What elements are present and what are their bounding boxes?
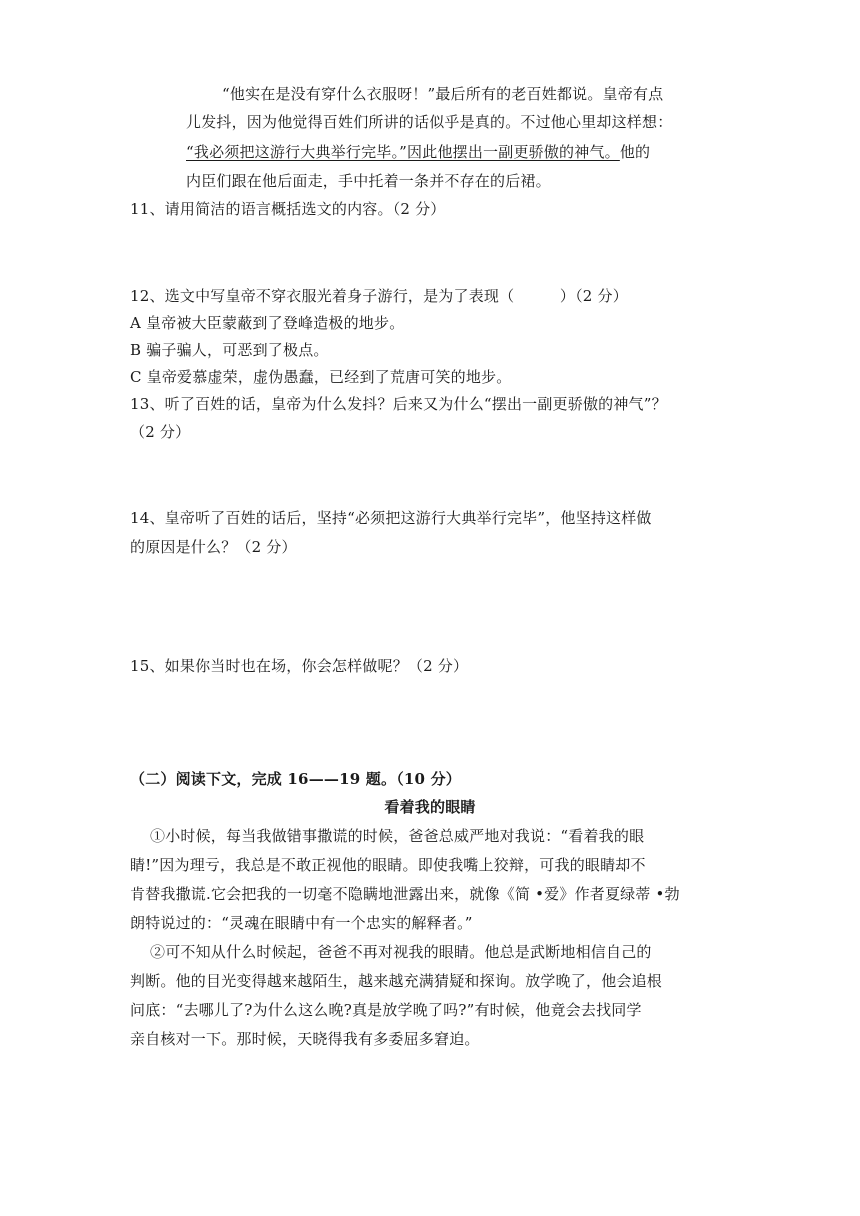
article-p1-line-2: 睛!”因为理亏，我总是不敢正视他的眼睛。即使我嘴上狡辩，可我的眼睛却不 <box>130 856 646 874</box>
section-2-heading: （二）阅读下文，完成 16——19 题。（10 分） <box>130 770 461 788</box>
question-11: 11、请用简洁的语言概括选文的内容。（2 分） <box>130 200 446 218</box>
article-p2-line-1: ②可不知从什么时候起，爸爸不再对视我的眼睛。他总是武断地相信自己的 <box>150 943 652 961</box>
question-12-option-a: A 皇帝被大臣蒙蔽到了登峰造极的地步。 <box>130 314 405 332</box>
question-12-stem: 12、选文中写皇帝不穿衣服光着身子游行，是为了表现（ ）（2 分） <box>130 287 628 305</box>
excerpt-line-2: 儿发抖，因为他觉得百姓们所讲的话似乎是真的。不过他心里却这样想： <box>186 113 673 131</box>
question-15: 15、如果你当时也在场，你会怎样做呢？（2 分） <box>130 657 469 675</box>
article-p1-line-4: 朗特说过的：“灵魂在眼睛中有一个忠实的解释者。” <box>130 914 473 932</box>
article-p2-line-2: 判断。他的目光变得越来越陌生，越来越充满猜疑和探询。放学晚了，他会追根 <box>130 972 663 990</box>
question-12-option-c: C 皇帝爱慕虚荣，虚伪愚蠢，已经到了荒唐可笑的地步。 <box>130 368 512 386</box>
excerpt-line-4: 内臣们跟在他后面走，手中托着一条并不存在的后裙。 <box>186 172 551 190</box>
question-13-line-2: （2 分） <box>130 423 191 441</box>
question-14-line-2: 的原因是什么？（2 分） <box>130 538 297 556</box>
excerpt-line-1: “他实在是没有穿什么衣服呀！”最后所有的老百姓都说。皇帝有点 <box>222 85 664 103</box>
excerpt-line-3-rest: 他的 <box>619 143 651 161</box>
excerpt-underlined-sentence: “我必须把这游行大典举行完毕。”因此他摆出一副更骄傲的神气。 <box>186 143 620 161</box>
article-p2-line-4: 亲自核对一下。那时候，天晓得我有多委屈多窘迫。 <box>130 1030 480 1048</box>
question-12-option-b: B 骗子骗人，可恶到了极点。 <box>130 341 329 359</box>
article-title: 看着我的眼睛 <box>384 798 476 816</box>
question-13-line-1: 13、听了百姓的话，皇帝为什么发抖？后来又为什么“摆出一副更骄傲的神气”？ <box>130 395 667 413</box>
question-14-line-1: 14、皇帝听了百姓的话后，坚持“必须把这游行大典举行完毕”，他坚持这样做 <box>130 509 652 527</box>
article-p1-line-3: 肯替我撒谎.它会把我的一切毫不隐瞒地泄露出来，就像《简 •爱》作者夏绿蒂 •勃 <box>130 885 680 903</box>
article-p2-line-3: 问底：“去哪儿了?为什么这么晚?真是放学晚了吗?”有时候，他竟会去找同学 <box>130 1001 642 1019</box>
article-p1-line-1: ①小时候，每当我做错事撒谎的时候，爸爸总威严地对我说：“看着我的眼 <box>150 827 645 845</box>
excerpt-line-3 <box>186 142 650 162</box>
